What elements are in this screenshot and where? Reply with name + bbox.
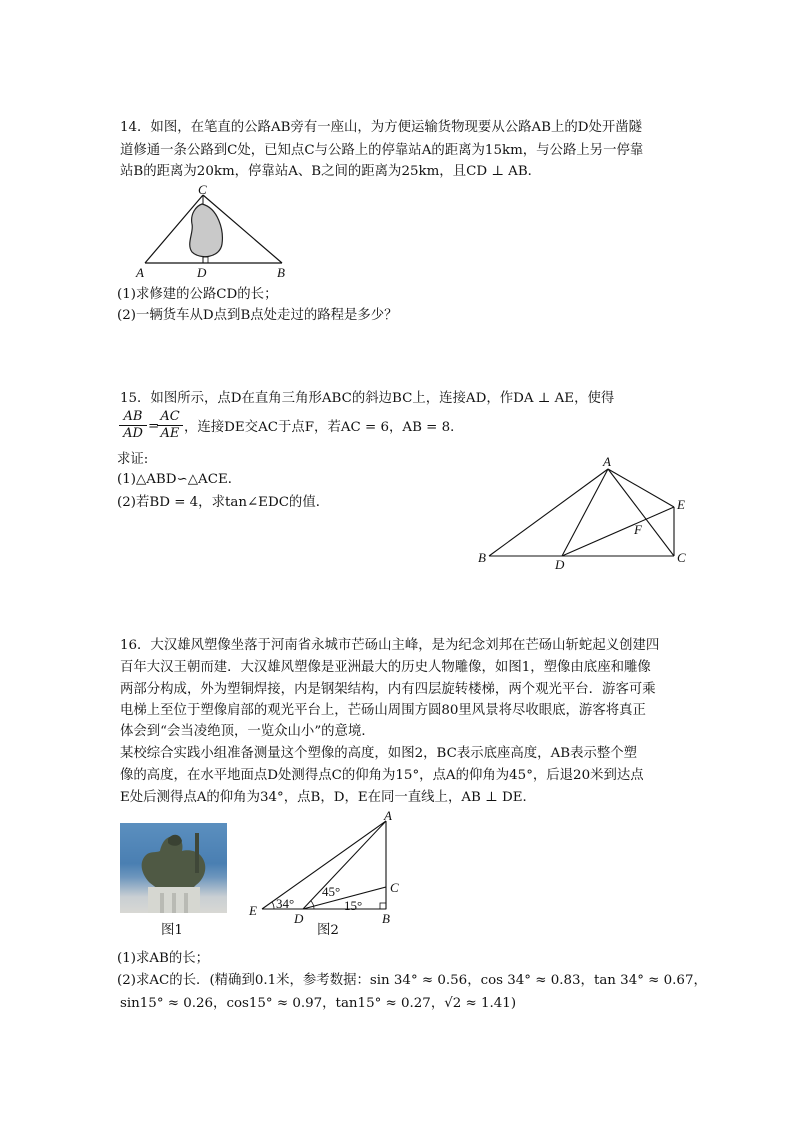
q14-line2: 道修通一条公路到C处，已知点C与公路上的停靠站A的距离为15km，与公路上另一停靠 [120, 143, 644, 158]
q15-label-a: A [603, 454, 611, 469]
q15-frac2-num: AC [157, 409, 183, 426]
q16-line6: 某校综合实践小组准备测量这个塑像的高度，如图2，BC表示底座高度，AB表示整个塑 [120, 746, 638, 761]
q14-label-a: A [136, 265, 144, 280]
q16-figure [244, 810, 408, 928]
fig2-caption: 图2 [317, 923, 339, 938]
q16-line3: 两部分构成，外为塑铜焊接，内是钢架结构，内有四层旋转楼梯，两个观光平台．游客可乘 [120, 682, 656, 697]
q15-label-d: D [555, 557, 565, 572]
q16-line7: 像的高度，在水平地面点D处测得点C的仰角为15°，点A的仰角为45°，后退20米到达点 [120, 768, 644, 783]
q16-line4: 电梯上至位于塑像肩部的观光平台上，芒砀山周围方圆80里风景将尽收眼底，游客将真正 [120, 703, 646, 718]
q14-label-b: B [277, 265, 285, 280]
q14-sub1: (1)求修建的公路CD的长； [117, 287, 278, 302]
q15-frac1 [119, 409, 147, 442]
q16-label-a: A [384, 810, 392, 823]
q14-label-d: D [197, 265, 207, 280]
q16-label-c: C [390, 880, 399, 895]
q16-label-e: E [249, 903, 257, 918]
q16-line8: E处后测得点A的仰角为34°，点B，D，E在同一直线上，AB ⊥ DE． [120, 790, 536, 805]
mountain-shape [190, 204, 223, 257]
q15-label-e: E [677, 497, 685, 512]
q16-sub2: (2)求AC的长．(精确到0.1米，参考数据：sin 34° ≈ 0.56，cos 34° ≈ 0.83，tan 34° ≈ 0.67， [117, 973, 707, 988]
q16-line5: 体会到“会当凌绝顶，一览众山小”的意境． [120, 724, 375, 739]
q15-sub2: (2)若BD = 4，求tan∠EDC的值． [117, 495, 330, 510]
q15-frac2 [157, 409, 183, 442]
q15-eq: = [148, 419, 160, 434]
q15-label-c: C [677, 550, 686, 565]
q16-angle-45: 45° [322, 884, 341, 899]
q15-frac2-den: AE [160, 426, 180, 441]
q16-label-d: D [294, 911, 304, 926]
q15-sub1: (1)△ABD∽△ACE． [117, 472, 242, 487]
q15-label-b: B [478, 550, 486, 565]
q16-sub1: (1)求AB的长； [117, 951, 210, 966]
q16-line1: 16．大汉雄风塑像坐落于河南省永城市芒砀山主峰，是为纪念刘邦在芒砀山斩蛇起义创建四 [120, 638, 660, 653]
q14-label-c: C [198, 182, 207, 197]
q15-proof: 求证: [117, 452, 149, 467]
q15-frac1-num: AB [119, 409, 147, 426]
q15-line2: ，连接DE交AC于点F，若AC = 6，AB = 8． [184, 420, 464, 435]
statue-photo [120, 823, 227, 913]
q16-line2: 百年大汉王朝而建．大汉雄风塑像是亚洲最大的历史人物雕像，如图1，塑像由底座和雕像 [120, 660, 651, 675]
q14-line3: 站B的距离为20km，停靠站A、B之间的距离为25km，且CD ⊥ AB． [120, 164, 542, 179]
q14-figure [130, 182, 300, 280]
q16-angle-15: 15° [344, 898, 363, 913]
q15-line1: 15．如图所示，点D在直角三角形ABC的斜边BC上，连接AD，作DA ⊥ AE，使得 [120, 391, 615, 406]
q16-sub3: sin15° ≈ 0.26，cos15° ≈ 0.97，tan15° ≈ 0.27，√2 ≈ 1.41) [120, 996, 517, 1011]
fig1-caption: 图1 [161, 923, 183, 938]
q16-angle-34: 34° [276, 896, 295, 911]
q15-figure [472, 452, 694, 574]
q14-sub2: (2)一辆货车从D点到B点处走过的路程是多少？ [117, 308, 398, 323]
q15-frac1-den: AD [123, 426, 143, 441]
q15-label-f: F [634, 522, 642, 537]
q16-label-b: B [382, 911, 390, 926]
q14-line1: 14．如图，在笔直的公路AB旁有一座山，为方便运输货物现要从公路AB上的D处开凿隧 [120, 120, 643, 135]
